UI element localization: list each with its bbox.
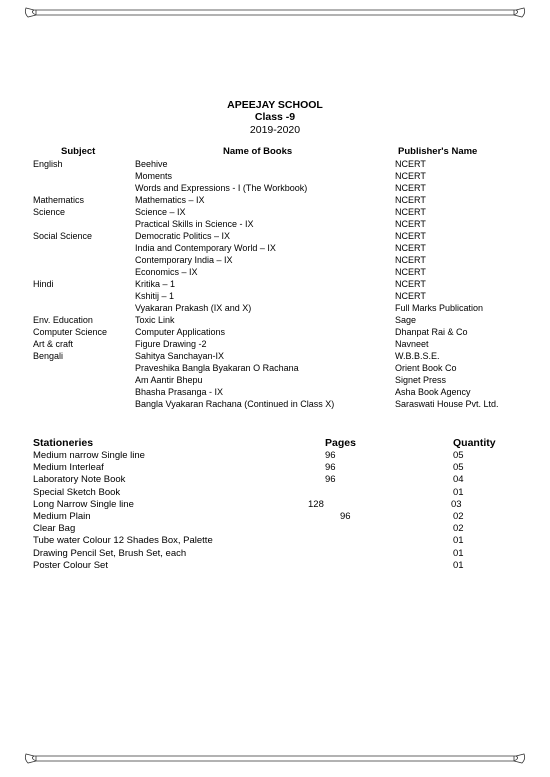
document-header xyxy=(0,99,550,137)
book-name: Figure Drawing -2 xyxy=(135,339,207,349)
stationeries-header: Stationeries xyxy=(33,437,94,449)
book-name: Mathematics – IX xyxy=(135,195,205,205)
book-subject: Social Science xyxy=(33,231,93,241)
stationery-quantity: 02 xyxy=(453,523,464,535)
class-label: Class -9 xyxy=(254,111,296,123)
stationery-name: Medium narrow Single line xyxy=(33,450,145,461)
stationery-quantity: 03 xyxy=(451,498,462,510)
stationery-row xyxy=(33,523,513,535)
book-subject: English xyxy=(33,159,63,169)
stationery-row xyxy=(33,560,513,572)
stationery-quantity: 02 xyxy=(453,510,464,522)
book-name: Beehive xyxy=(135,159,168,169)
book-row xyxy=(33,386,513,398)
book-name: Bhasha Prasanga - IX xyxy=(135,387,224,397)
top-scroll-border xyxy=(22,4,528,22)
book-subject: Mathematics xyxy=(33,195,85,205)
book-publisher: NCERT xyxy=(395,243,426,253)
book-publisher: NCERT xyxy=(395,279,426,289)
stationery-name: Long Narrow Single line xyxy=(33,498,134,510)
stationery-row xyxy=(33,450,513,462)
book-publisher: Signet Press xyxy=(395,375,447,385)
book-publisher: Asha Book Agency xyxy=(395,387,471,397)
book-row xyxy=(33,398,513,410)
stationery-pages: 96 xyxy=(340,510,351,522)
book-publisher: Dhanpat Rai & Co xyxy=(395,327,468,337)
book-name: Computer Applications xyxy=(135,327,226,337)
book-row xyxy=(33,266,513,278)
book-publisher: Saraswati House Pvt. Ltd. xyxy=(395,399,499,409)
book-name: Vyakaran Prakash (IX and X) xyxy=(135,303,252,313)
stationery-name: Laboratory Note Book xyxy=(33,474,126,486)
stationery-pages: 96 xyxy=(325,450,336,461)
stationery-quantity: 05 xyxy=(453,462,464,474)
book-name: Kritika – 1 xyxy=(135,279,176,289)
book-publisher: NCERT xyxy=(395,195,426,205)
book-row xyxy=(33,158,513,170)
stationery-quantity: 04 xyxy=(453,474,464,486)
stationery-row xyxy=(33,499,513,511)
stationery-quantity: 05 xyxy=(453,450,464,461)
stationery-quantity: 01 xyxy=(453,486,464,498)
book-row xyxy=(33,314,513,326)
book-publisher: NCERT xyxy=(395,231,426,241)
school-name: APEEJAY SCHOOL xyxy=(227,99,323,111)
book-row xyxy=(33,182,513,194)
stationery-row xyxy=(33,548,513,560)
book-row xyxy=(33,278,513,290)
book-publisher: NCERT xyxy=(395,207,426,217)
book-name: India and Contemporary World – IX xyxy=(135,243,276,253)
stationery-header-row xyxy=(33,436,513,450)
book-row xyxy=(33,218,513,230)
books-table xyxy=(33,145,513,410)
book-publisher: W.B.B.S.E. xyxy=(395,351,440,361)
stationery-pages: 96 xyxy=(325,474,336,486)
stationery-row xyxy=(33,462,513,474)
stationery-quantity: 01 xyxy=(453,559,464,571)
publisher-header: Publisher's Name xyxy=(398,146,478,157)
quantity-header: Quantity xyxy=(453,437,496,449)
book-subject: Science xyxy=(33,207,66,217)
book-row xyxy=(33,326,513,338)
stationery-name: Special Sketch Book xyxy=(33,486,121,498)
stationery-row xyxy=(33,487,513,499)
book-name: Words and Expressions - I (The Workbook) xyxy=(135,183,308,193)
book-name: Economics – IX xyxy=(135,267,198,277)
stationery-name: Poster Colour Set xyxy=(33,559,108,571)
subject-header: Subject xyxy=(61,146,96,157)
book-publisher: NCERT xyxy=(395,267,426,277)
book-name: Moments xyxy=(135,171,173,181)
book-row xyxy=(33,254,513,266)
book-row xyxy=(33,338,513,350)
stationery-table xyxy=(33,436,513,572)
book-publisher: Full Marks Publication xyxy=(395,303,484,313)
book-row xyxy=(33,230,513,242)
book-name-header: Name of Books xyxy=(223,146,293,157)
book-row xyxy=(33,206,513,218)
book-name: Am Aantir Bhepu xyxy=(135,375,203,385)
book-row xyxy=(33,374,513,386)
books-header-row xyxy=(33,145,513,158)
book-publisher: NCERT xyxy=(395,171,426,181)
book-publisher: NCERT xyxy=(395,219,426,229)
book-publisher: NCERT xyxy=(395,183,426,193)
book-name: Sahitya Sanchayan-IX xyxy=(135,351,225,361)
book-row xyxy=(33,362,513,374)
stationery-name: Clear Bag xyxy=(33,523,76,535)
book-publisher: Navneet xyxy=(395,339,429,349)
stationery-row xyxy=(33,474,513,486)
book-row xyxy=(33,302,513,314)
book-name: Praveshika Bangla Byakaran O Rachana xyxy=(135,363,299,373)
stationery-name: Medium Plain xyxy=(33,510,91,522)
book-subject: Bengali xyxy=(33,351,64,361)
book-publisher: Orient Book Co xyxy=(395,363,457,373)
book-subject: Hindi xyxy=(33,279,54,289)
book-subject: Art & craft xyxy=(33,339,74,349)
book-name: Toxic Link xyxy=(135,315,175,325)
book-name: Science – IX xyxy=(135,207,186,217)
book-publisher: NCERT xyxy=(395,291,426,301)
book-name: Contemporary India – IX xyxy=(135,255,233,265)
book-name: Bangla Vyakaran Rachana (Continued in Class X) xyxy=(135,399,335,409)
pages-header: Pages xyxy=(325,437,356,449)
session-year: 2019-2020 xyxy=(249,124,301,136)
book-row xyxy=(33,290,513,302)
stationery-row xyxy=(33,535,513,547)
book-publisher: NCERT xyxy=(395,159,426,169)
book-publisher: Sage xyxy=(395,315,417,325)
stationery-row xyxy=(33,511,513,523)
book-name: Kshitij – 1 xyxy=(135,291,175,301)
stationery-name: Medium Interleaf xyxy=(33,462,104,474)
book-name: Democratic Politics – IX xyxy=(135,231,231,241)
bottom-scroll-border xyxy=(22,750,528,768)
book-publisher: NCERT xyxy=(395,255,426,265)
book-subject: Computer Science xyxy=(33,327,108,337)
stationery-quantity: 01 xyxy=(453,535,464,547)
stationery-pages: 128 xyxy=(308,498,324,510)
stationery-quantity: 01 xyxy=(453,547,464,559)
book-row xyxy=(33,242,513,254)
book-row xyxy=(33,170,513,182)
stationery-name: Tube water Colour 12 Shades Box, Palette xyxy=(33,535,213,547)
stationery-pages: 96 xyxy=(325,462,336,474)
book-name: Practical Skills in Science - IX xyxy=(135,219,254,229)
book-subject: Env. Education xyxy=(33,315,93,325)
book-row xyxy=(33,350,513,362)
book-row xyxy=(33,194,513,206)
stationery-name: Drawing Pencil Set, Brush Set, each xyxy=(33,547,187,559)
